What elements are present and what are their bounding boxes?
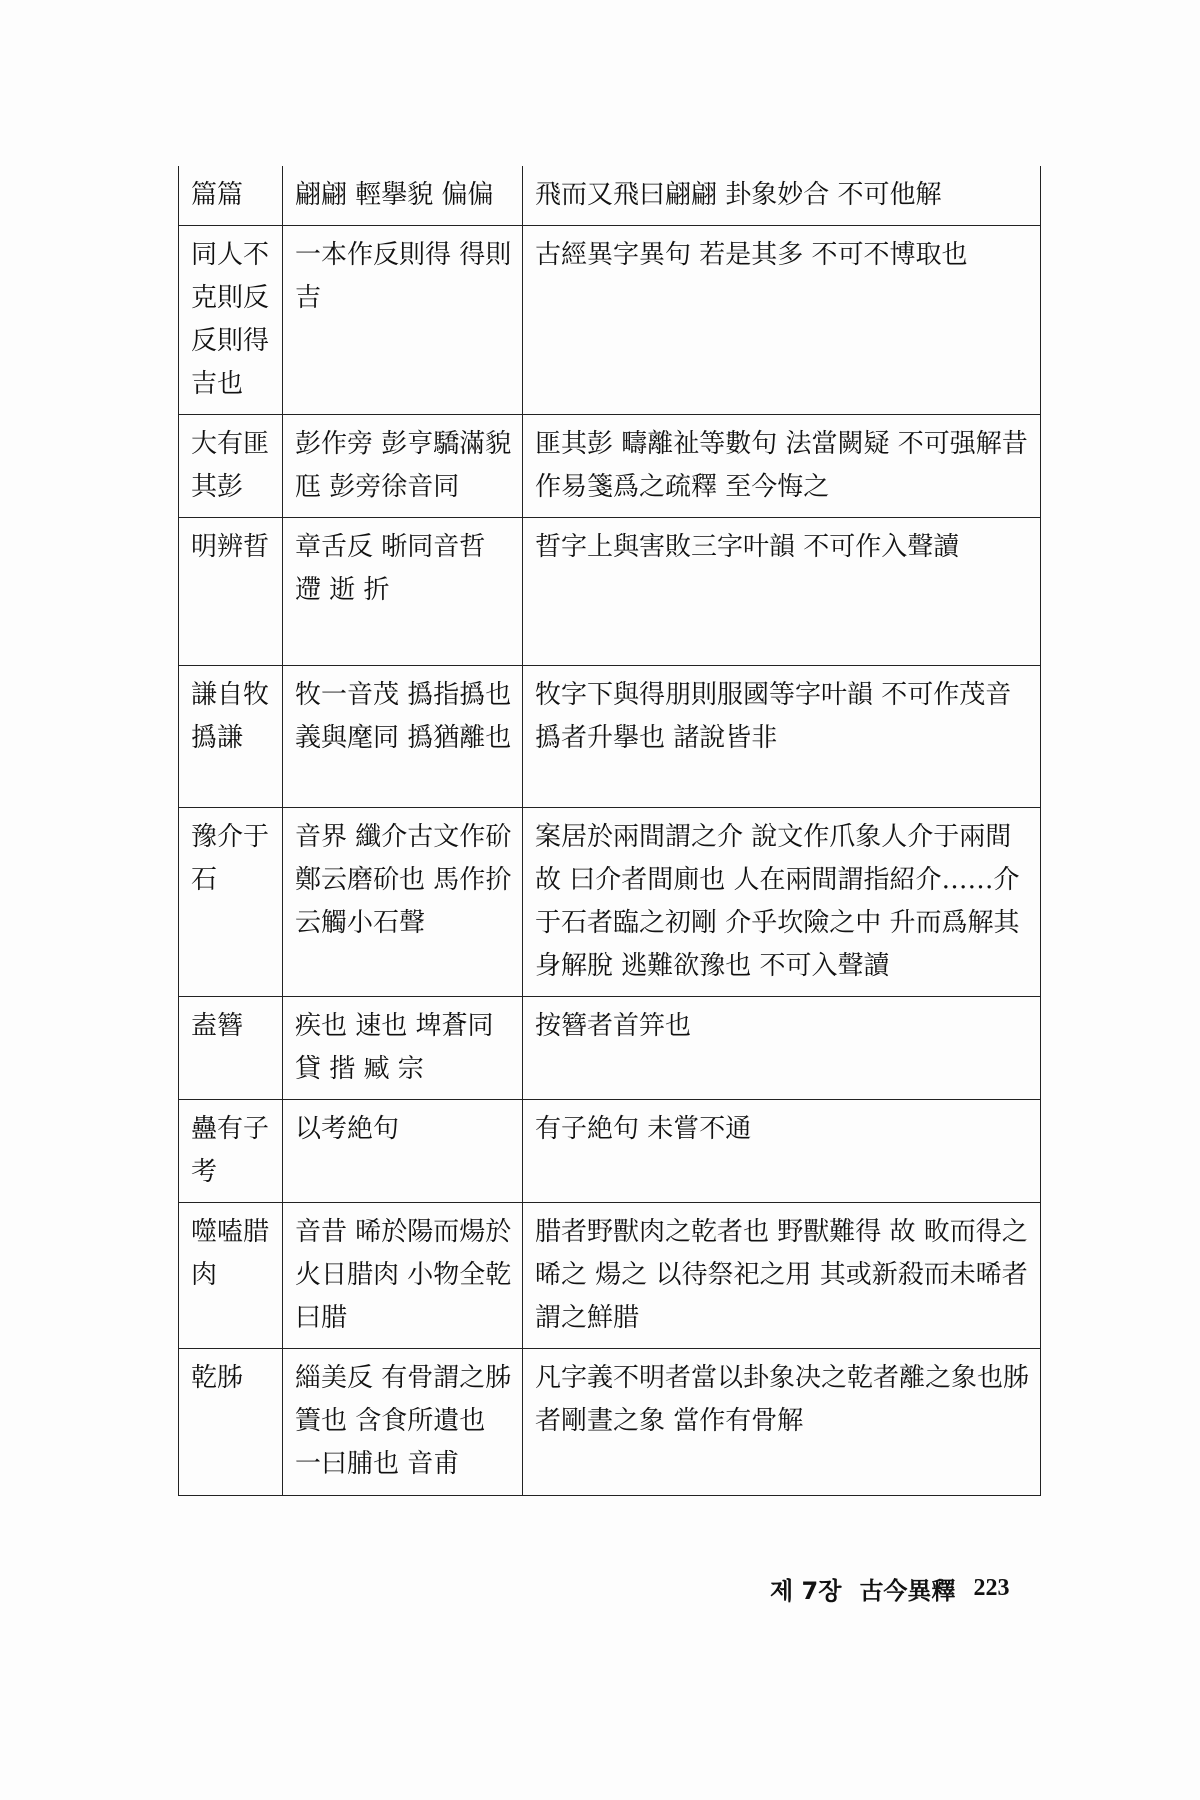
note-cell: 牧字下與得朋則服國等字叶韻 不可作茂音撝者升擧也 諸說皆非	[523, 666, 1041, 808]
term-cell: 大有匪其彭	[179, 415, 283, 518]
table-row	[179, 226, 1041, 415]
term-cell: 噬嗑腊肉	[179, 1203, 283, 1349]
table-row	[179, 1100, 1041, 1203]
term-cell: 謙自牧撝謙	[179, 666, 283, 808]
gloss-cell: 音界 纖介古文作砎 鄭云磨砎也 馬作扴云觸小石聲	[283, 808, 523, 997]
gloss-cell: 音昔 晞於陽而煬於火日腊肉 小物全乾曰腊	[283, 1203, 523, 1349]
term-cell: 篇篇	[179, 166, 283, 226]
term-cell: 明辨晢	[179, 518, 283, 666]
term-cell: 乾胏	[179, 1349, 283, 1496]
note-cell: 腊者野獸肉之乾者也 野獸難得 故 畋而得之 晞之 煬之 以待祭祀之用 其或新殺而未晞者謂之鮮腊	[523, 1203, 1041, 1349]
table-row	[179, 997, 1041, 1100]
table-row	[179, 518, 1041, 666]
table-row	[179, 666, 1041, 808]
gloss-cell: 章舌反 晣同音哲 遰 逝 折	[283, 518, 523, 666]
table-row	[179, 415, 1041, 518]
gloss-cell: 一本作反則得 得則吉	[283, 226, 523, 415]
note-cell: 凡字義不明者當以卦象决之乾者離之象也胏者剛晝之象 當作有骨解	[523, 1349, 1041, 1496]
term-cell: 盍簪	[179, 997, 283, 1100]
table-row	[179, 808, 1041, 997]
term-cell: 豫介于石	[179, 808, 283, 997]
gloss-cell: 牧一音茂 撝指撝也 義與麾同 撝猶離也	[283, 666, 523, 808]
page-footer	[770, 1568, 1050, 1608]
table-row	[179, 1203, 1041, 1349]
table-row	[179, 166, 1041, 226]
chapter-title: 古今異釋	[859, 1575, 956, 1605]
table-row	[179, 1349, 1041, 1496]
note-cell: 晢字上與害敗三字叶韻 不可作入聲讀	[523, 518, 1041, 666]
note-cell: 按簪者首笄也	[523, 997, 1041, 1100]
gloss-cell: 翩翩 輕擧貌 偏偏	[283, 166, 523, 226]
note-cell: 有子絶句 未嘗不通	[523, 1100, 1041, 1203]
gloss-cell: 緇美反 有骨謂之胏簀也 含食所遺也 一曰脯也 音甫	[283, 1349, 523, 1496]
gloss-table	[178, 166, 1041, 1496]
term-cell: 同人不克則反反則得吉也	[179, 226, 283, 415]
chapter-label: 제 7장	[770, 1576, 842, 1605]
note-cell: 案居於兩間謂之介 說文作爪象人介于兩間故 曰介者間廁也 人在兩間謂指紹介……介于石者臨之初剛 介乎坎險之中 升而爲解其身解脫 逃難欲豫也 不可入聲讀	[523, 808, 1041, 997]
gloss-cell: 疾也 速也 埤蒼同貸 揩 臧 宗	[283, 997, 523, 1100]
gloss-cell: 彭作旁 彭亨驕滿貌 尫 彭旁徐音同	[283, 415, 523, 518]
term-cell: 蠱有子考	[179, 1100, 283, 1203]
note-cell: 古經異字異句 若是其多 不可不博取也	[523, 226, 1041, 415]
note-cell: 飛而又飛曰翩翩 卦象妙合 不可他解	[523, 166, 1041, 226]
gloss-cell: 以考絶句	[283, 1100, 523, 1203]
page-number: 223	[973, 1574, 1010, 1601]
note-cell: 匪其彭 疇離祉等數句 法當闕疑 不可强解昔作易箋爲之疏釋 至今悔之	[523, 415, 1041, 518]
